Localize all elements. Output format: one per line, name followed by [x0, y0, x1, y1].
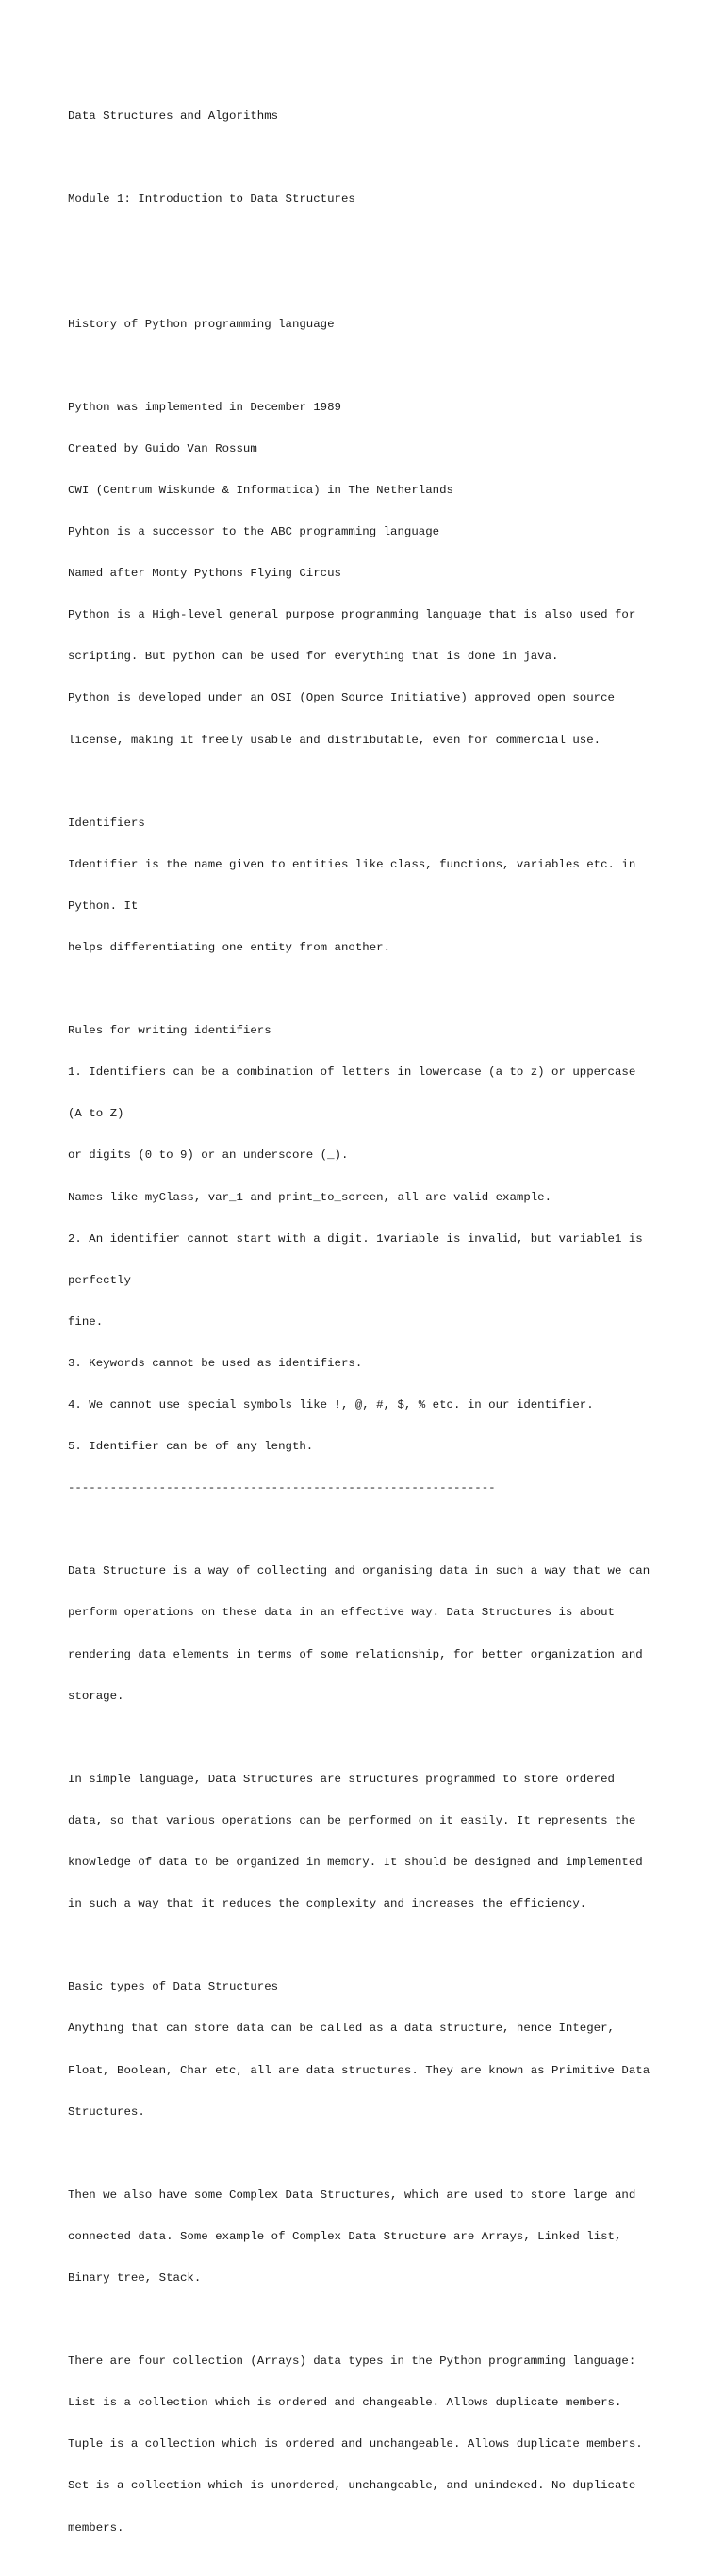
identifiers-heading: Identifiers	[68, 816, 145, 830]
identifiers-line: Identifier is the name given to entities like class, functions, variables etc. in	[68, 857, 636, 871]
history-heading: History of Python programming language	[68, 317, 335, 331]
collections-line: members.	[68, 2520, 124, 2535]
history-line: Python is developed under an OSI (Open Source Initiative) approved open source	[68, 691, 615, 705]
document-title: Data Structures and Algorithms	[68, 109, 279, 124]
simple-language-line: In simple language, Data Structures are structures programmed to store ordered	[68, 1772, 615, 1786]
blank-line	[68, 1939, 671, 1953]
identifiers-line: Python. It	[68, 899, 139, 913]
blank-line	[68, 275, 671, 289]
intro-line: perform operations on these data in an effective way. Data Structures is about	[68, 1606, 615, 1620]
simple-language-line: data, so that various operations can be performed on it easily. It represents the	[68, 1813, 636, 1827]
basic-types-line: Structures.	[68, 2105, 145, 2119]
rules-line: (A to Z)	[68, 1107, 124, 1121]
rules-line: perfectly	[68, 1273, 131, 1287]
blank-line	[68, 359, 671, 373]
rules-line: or digits (0 to 9) or an underscore (_).	[68, 1148, 349, 1163]
history-line: CWI (Centrum Wiskunde & Informatica) in The Netherlands	[68, 483, 453, 497]
collections-line: List is a collection which is ordered and changeable. Allows duplicate members.	[68, 2396, 622, 2410]
blank-line	[68, 775, 671, 789]
blank-line	[68, 1731, 671, 1745]
rules-line: 1. Identifiers can be a combination of letters in lowercase (a to z) or uppercase	[68, 1065, 636, 1080]
separator-line: -------------------------------------------------------------	[68, 1481, 496, 1495]
history-line: Created by Guido Van Rossum	[68, 441, 257, 455]
rules-line: 5. Identifier can be of any length.	[68, 1440, 314, 1454]
complex-line: Then we also have some Complex Data Structures, which are used to store large and	[68, 2188, 636, 2202]
rules-heading: Rules for writing identifiers	[68, 1024, 272, 1038]
blank-line	[68, 1523, 671, 1537]
rules-line: fine.	[68, 1314, 104, 1329]
complex-line: Binary tree, Stack.	[68, 2271, 202, 2285]
blank-line	[68, 2313, 671, 2327]
history-line: license, making it freely usable and distributable, even for commercial use.	[68, 733, 601, 747]
basic-types-heading: Basic types of Data Structures	[68, 1980, 279, 1994]
rules-line: Names like myClass, var_1 and print_to_screen, all are valid example.	[68, 1190, 552, 1204]
simple-language-line: knowledge of data to be organized in memory. It should be designed and implemented	[68, 1856, 643, 1870]
rules-line: 4. We cannot use special symbols like !, @, #, $, % etc. in our identifier.	[68, 1398, 594, 1412]
blank-line	[68, 151, 671, 165]
intro-line: storage.	[68, 1689, 124, 1703]
rules-line: 3. Keywords cannot be used as identifiers.	[68, 1356, 363, 1370]
identifiers-line: helps differentiating one entity from another.	[68, 940, 391, 954]
simple-language-line: in such a way that it reduces the complexity and increases the efficiency.	[68, 1897, 587, 1911]
intro-line: rendering data elements in terms of some relationship, for better organization and	[68, 1647, 643, 1661]
history-line: Python is a High-level general purpose programming language that is also used for	[68, 608, 636, 622]
blank-line	[68, 2147, 671, 2161]
document-body	[68, 68, 671, 2576]
module-heading: Module 1: Introduction to Data Structures	[68, 192, 355, 206]
rules-line: 2. An identifier cannot start with a digit. 1variable is invalid, but variable1 is	[68, 1231, 643, 1246]
collections-line: There are four collection (Arrays) data types in the Python programming language:	[68, 2354, 636, 2369]
collections-line: Set is a collection which is unordered, unchangeable, and unindexed. No duplicate	[68, 2479, 636, 2493]
basic-types-line: Anything that can store data can be called as a data structure, hence Integer,	[68, 2022, 615, 2036]
history-line: scripting. But python can be used for everything that is done in java.	[68, 650, 559, 664]
blank-line	[68, 234, 671, 248]
blank-line	[68, 983, 671, 997]
history-line: Named after Monty Pythons Flying Circus	[68, 567, 341, 581]
history-line: Pyhton is a successor to the ABC programming language	[68, 525, 440, 539]
complex-line: connected data. Some example of Complex Data Structure are Arrays, Linked list,	[68, 2229, 622, 2243]
intro-line: Data Structure is a way of collecting and organising data in such a way that we can	[68, 1564, 650, 1578]
collections-line: Tuple is a collection which is ordered and unchangeable. Allows duplicate members.	[68, 2437, 643, 2452]
basic-types-line: Float, Boolean, Char etc, all are data structures. They are known as Primitive Data	[68, 2063, 650, 2077]
history-line: Python was implemented in December 1989	[68, 400, 341, 414]
